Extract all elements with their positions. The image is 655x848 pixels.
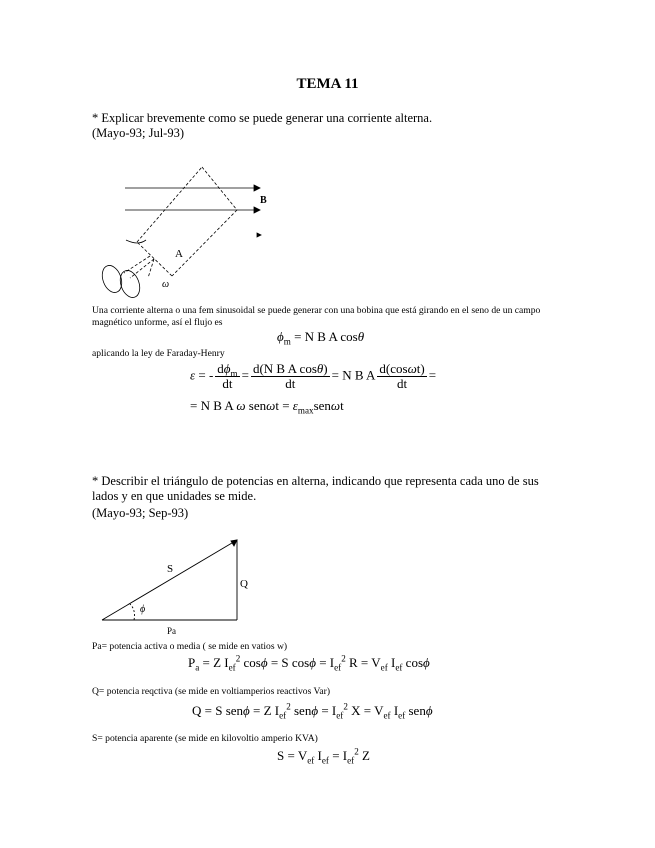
arrow-head-1 xyxy=(254,185,260,191)
phi-arc xyxy=(130,604,135,620)
page-title: TEMA 11 xyxy=(296,76,359,92)
question-2-dates: (Mayo-93; Sep-93) xyxy=(92,506,189,520)
question-1-dates: (Mayo-93; Jul-93) xyxy=(92,126,184,140)
side-s xyxy=(102,540,237,620)
arrow-head-2 xyxy=(254,207,260,213)
power-triangle-figure xyxy=(92,530,262,640)
def-reactive-power: Q= potencia reqctiva (se mide en voltiamperios reactivos Var) xyxy=(92,686,331,697)
text-generation: Una corriente alterna o una fem sinusoidal se puede generar con una bobina que está girando en el seno de un campo magnético unforme, así el flujo es xyxy=(92,305,541,328)
omega-label: ω xyxy=(162,279,170,290)
eq-faraday-line-2: = N B A ω $sen\omega t = \varepsilon_{max}sen\omega t$ xyxy=(190,398,344,416)
eq-reactive-power: Q = S senϕ = Z $I_{ef}^2$ $sen\phi = I_{ef}^2$ $X = V_{ef}$ $I_{ef}$ senϕ xyxy=(192,701,433,721)
label-q: Q xyxy=(240,578,248,590)
eq-faraday-line-1: ε = - $\frac{d\phi_m}{dt}$ = $\frac{\text{d(N B A cosθ)}}{dt}$ = N B A $\frac{d(\cos\omega t)}{dt}$ = xyxy=(190,361,437,391)
label-pa: Pa xyxy=(167,626,176,636)
coil-frame xyxy=(124,167,237,278)
eq-apparent-power: $S = V_{ef}$ $I_{ef} = I_{ef}^2$ Z xyxy=(277,746,370,766)
label-s: S xyxy=(167,563,174,575)
label-phi: ϕ xyxy=(140,604,146,615)
question-1: * Explicar brevemente como se puede generar una corriente alterna. xyxy=(92,111,433,125)
question-2: * Describir el triángulo de potencias en alterna, indicando que representa cada uno de sus lados y en que unidades se mide. xyxy=(92,474,539,503)
field-label-b: B xyxy=(260,195,267,206)
text-faraday: aplicando la ley de Faraday-Henry xyxy=(92,348,225,359)
arrow-head-3 xyxy=(257,233,261,237)
eq-flux: $\phi_m = N$ B A cosθ xyxy=(277,329,365,347)
eq-active-power: $P_a = Z$ $I_{ef}^2$ cosϕ = S $\cos\phi = I_{ef}^2$ $R = V_{ef}$ $I_{ef}$ cosϕ xyxy=(188,653,430,673)
coil-figure xyxy=(90,160,280,305)
slip-ring-2 xyxy=(117,268,143,300)
area-label-a: A xyxy=(175,248,183,260)
def-active-power: Pa= potencia activa o media ( se mide en vatios w) xyxy=(92,641,288,652)
s-arrow-head xyxy=(231,540,237,546)
rotation-arrow xyxy=(126,240,146,243)
slip-ring-1 xyxy=(99,263,125,295)
def-apparent-power: S= potencia aparente (se mide en kilovoltio amperio KVA) xyxy=(92,733,318,744)
